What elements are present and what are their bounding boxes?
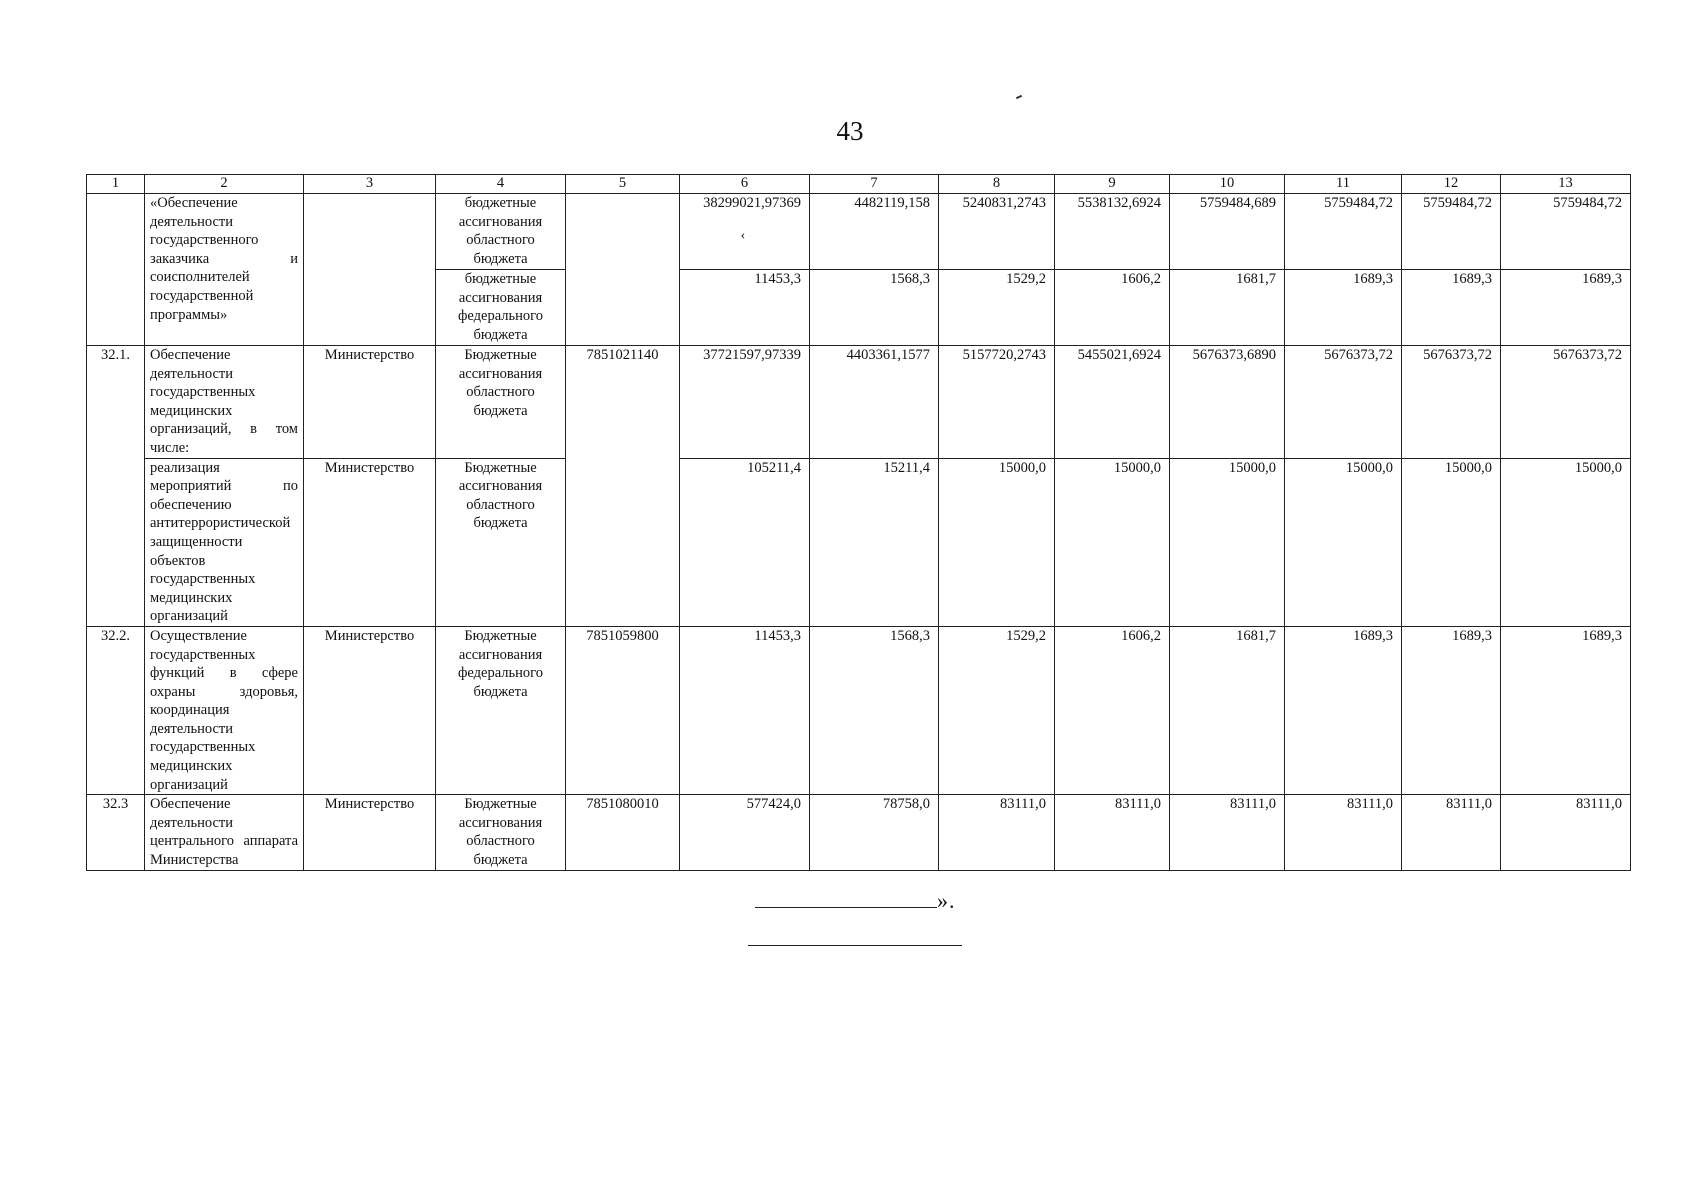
executor-cell: Министерство <box>304 626 436 794</box>
scan-tick-mark: ‹ <box>740 227 746 243</box>
scan-mark <box>1016 95 1022 99</box>
header-cell: 3 <box>304 175 436 194</box>
value-cell: 4403361,1577 <box>810 346 939 459</box>
value-cell: 11453,3 <box>680 626 810 794</box>
closing-quote: ». <box>937 888 956 913</box>
value-cell: 83111,0 <box>1501 795 1631 870</box>
table-row <box>87 194 1631 270</box>
value-cell: 5759484,72 <box>1501 194 1631 270</box>
value-text: 38299021,97369 <box>703 195 801 211</box>
code-cell: 7851080010 <box>566 795 680 870</box>
header-cell: 8 <box>939 175 1055 194</box>
value-cell: 83111,0 <box>1402 795 1501 870</box>
value-cell: 4482119,158 <box>810 194 939 270</box>
value-cell: 11453,3 <box>680 270 810 346</box>
header-cell: 13 <box>1501 175 1631 194</box>
value-cell: 1689,3 <box>1285 270 1402 346</box>
funding-source-cell: бюджетные ассигнования областного бюджета <box>436 194 566 270</box>
signature-blank-line <box>755 891 937 908</box>
value-cell: 1681,7 <box>1170 626 1285 794</box>
value-cell: 1689,3 <box>1402 270 1501 346</box>
value-cell: 5157720,2743 <box>939 346 1055 459</box>
value-cell: 1568,3 <box>810 270 939 346</box>
end-of-document-line <box>748 945 962 946</box>
code-cell: 7851059800 <box>566 626 680 794</box>
executor-cell: Министерство <box>304 346 436 459</box>
value-cell: 1529,2 <box>939 270 1055 346</box>
value-cell <box>680 194 810 270</box>
page-number: 43 <box>836 116 864 146</box>
header-cell: 1 <box>87 175 145 194</box>
row-number-cell <box>87 194 145 346</box>
program-name-cell: Обеспечение деятельности центрального аппарата Министерства <box>145 795 304 870</box>
funding-source-cell: Бюджетные ассигнования областного бюджета <box>436 795 566 870</box>
header-cell: 6 <box>680 175 810 194</box>
row-number-cell: 32.2. <box>87 626 145 794</box>
table-row <box>87 458 1631 626</box>
header-cell: 7 <box>810 175 939 194</box>
table-row <box>87 626 1631 794</box>
header-cell: 10 <box>1170 175 1285 194</box>
value-cell: 15211,4 <box>810 458 939 626</box>
value-cell: 5759484,72 <box>1285 194 1402 270</box>
value-cell: 15000,0 <box>1402 458 1501 626</box>
code-cell: 7851021140 <box>566 346 680 627</box>
value-cell: 5538132,6924 <box>1055 194 1170 270</box>
value-cell: 5676373,72 <box>1402 346 1501 459</box>
program-name-cell: реализация мероприятий по обеспечению антитеррористической защищенности объектов государственных медицинских организаций <box>145 458 304 626</box>
executor-cell <box>304 194 436 346</box>
value-cell: 15000,0 <box>1170 458 1285 626</box>
row-number-cell: 32.3 <box>87 795 145 870</box>
value-cell: 37721597,97339 <box>680 346 810 459</box>
value-cell: 5676373,72 <box>1501 346 1631 459</box>
code-cell <box>566 194 680 346</box>
header-cell: 4 <box>436 175 566 194</box>
budget-table <box>86 174 1631 871</box>
value-cell: 577424,0 <box>680 795 810 870</box>
program-name-cell: Осуществление государственных функций в сфере охраны здоровья, координация деятельности государственных медицинских организаций <box>145 626 304 794</box>
funding-source-cell: Бюджетные ассигнования федерального бюджета <box>436 626 566 794</box>
value-cell: 1606,2 <box>1055 626 1170 794</box>
table-row <box>87 346 1631 459</box>
program-name-cell: Обеспечение деятельности государственных медицинских организаций, в том числе: <box>145 346 304 459</box>
value-cell: 5676373,72 <box>1285 346 1402 459</box>
value-cell: 78758,0 <box>810 795 939 870</box>
header-row <box>87 175 1631 194</box>
header-cell: 9 <box>1055 175 1170 194</box>
header-cell: 5 <box>566 175 680 194</box>
row-number-cell: 32.1. <box>87 346 145 627</box>
value-cell: 83111,0 <box>1055 795 1170 870</box>
header-cell: 12 <box>1402 175 1501 194</box>
value-cell: 5676373,6890 <box>1170 346 1285 459</box>
value-cell: 83111,0 <box>1170 795 1285 870</box>
value-cell: 5240831,2743 <box>939 194 1055 270</box>
closing-mark <box>755 888 956 914</box>
header-cell: 11 <box>1285 175 1402 194</box>
header-cell: 2 <box>145 175 304 194</box>
value-cell: 5759484,72 <box>1402 194 1501 270</box>
value-cell: 83111,0 <box>1285 795 1402 870</box>
value-cell: 1681,7 <box>1170 270 1285 346</box>
value-cell: 1689,3 <box>1402 626 1501 794</box>
value-cell: 1568,3 <box>810 626 939 794</box>
executor-cell: Министерство <box>304 795 436 870</box>
funding-source-cell: бюджетные ассигнования федерального бюджета <box>436 270 566 346</box>
value-cell: 1689,3 <box>1501 626 1631 794</box>
value-cell: 1689,3 <box>1285 626 1402 794</box>
value-cell: 1606,2 <box>1055 270 1170 346</box>
value-cell: 15000,0 <box>939 458 1055 626</box>
value-cell: 1529,2 <box>939 626 1055 794</box>
value-cell: 5455021,6924 <box>1055 346 1170 459</box>
funding-source-cell: Бюджетные ассигнования областного бюджета <box>436 458 566 626</box>
value-cell: 15000,0 <box>1501 458 1631 626</box>
program-name-cell: «Обеспечение деятельности государственного заказчика и соисполнителей государственной программы» <box>145 194 304 346</box>
executor-cell: Министерство <box>304 458 436 626</box>
value-cell: 1689,3 <box>1501 270 1631 346</box>
value-cell: 15000,0 <box>1285 458 1402 626</box>
table-row <box>87 795 1631 870</box>
value-cell: 105211,4 <box>680 458 810 626</box>
value-cell: 15000,0 <box>1055 458 1170 626</box>
value-cell: 5759484,689 <box>1170 194 1285 270</box>
funding-source-cell: Бюджетные ассигнования областного бюджета <box>436 346 566 459</box>
value-cell: 83111,0 <box>939 795 1055 870</box>
